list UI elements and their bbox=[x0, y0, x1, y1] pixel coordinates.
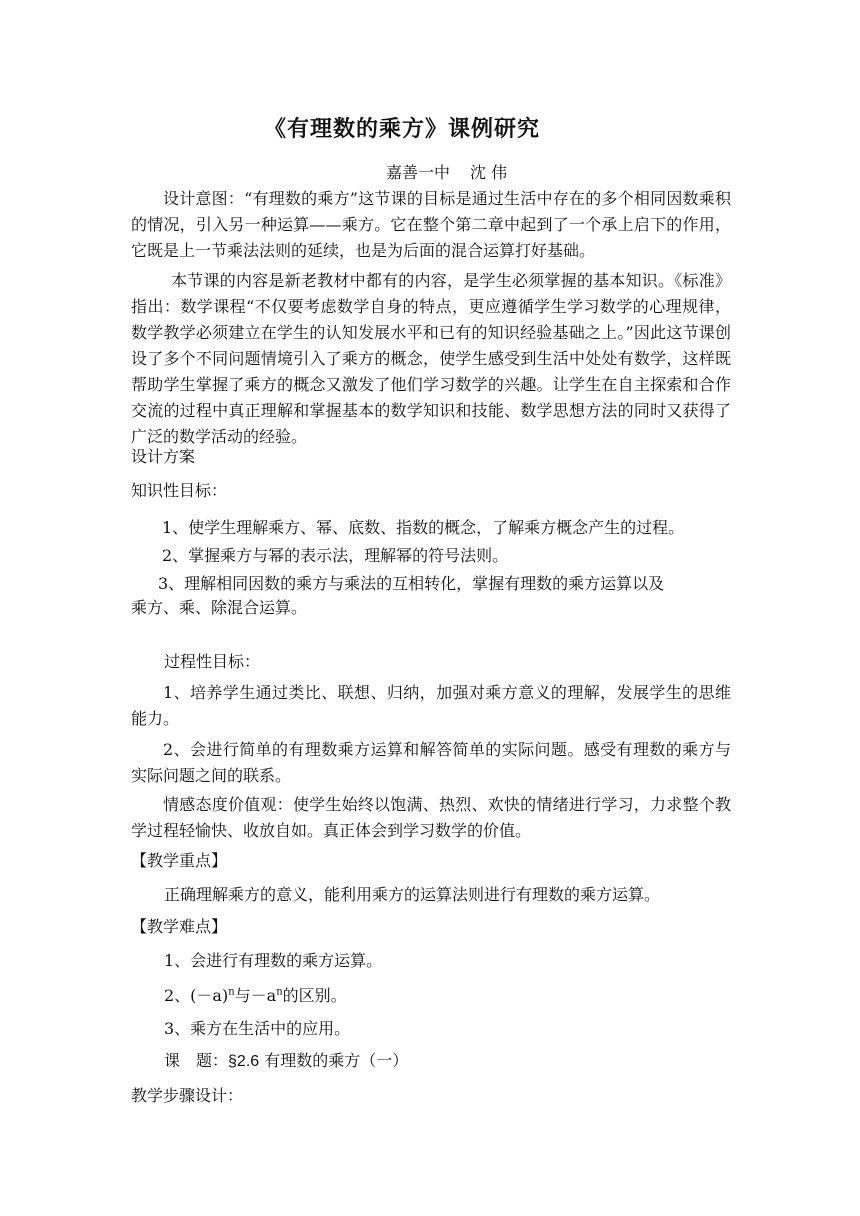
topic-section: §2.6 bbox=[228, 1053, 260, 1070]
key-point-text: 正确理解乘方的意义，能利用乘方的运算法则进行有理数的乘方运算。 bbox=[164, 885, 661, 904]
key-point-heading: 【教学重点】 bbox=[131, 851, 228, 870]
exponent-n: n bbox=[276, 986, 283, 998]
difficulty-item: 3、乘方在生活中的应用。 bbox=[164, 1019, 351, 1038]
topic-text: 有理数的乘方（一） bbox=[264, 1051, 409, 1070]
process-goals-heading: 过程性目标： bbox=[164, 652, 261, 671]
process-goal-item: 1、培养学生通过类比、联想、归纳，加强对乘方意义的理解，发展学生的思维能力。 bbox=[131, 683, 731, 728]
design-intent-paragraph: 设计意图：“有理数的乘方”这节课的目标是通过生活中存在的多个相同因数乘积的情况，引入另一种运算——乘方。它在整个第二章中起到了一个承上启下的作用，它既是上一节乘法法则的延续，也是为后面的混合运算打好基础。 bbox=[131, 189, 731, 260]
difficulty-item: 1、会进行有理数的乘方运算。 bbox=[164, 951, 383, 970]
page-title: 《有理数的乘方》课例研究 bbox=[264, 117, 541, 142]
steps-heading: 教学步骤设计： bbox=[131, 1086, 244, 1105]
difficulty-expr-prefix: 2、(－a) bbox=[164, 986, 229, 1005]
knowledge-goal-item: 2、掌握乘方与幂的表示法，理解幂的符号法则。 bbox=[162, 546, 509, 565]
difficulty-item bbox=[164, 983, 347, 1006]
difficulty-heading: 【教学难点】 bbox=[131, 917, 228, 936]
author-line bbox=[386, 160, 507, 183]
content-paragraph: 本节课的内容是新老教材中都有的内容，是学生必须掌握的基本知识。《标准》指出：数学课程“不仅要考虑数学自身的特点，更应遵循学生学习数学的心理规律，数学教学必须建立在学生的认知发展水平和已有的知识经验基础之上。”因此这节课创设了多个不同问题情境引入了乘方的概念，使学生感受到生活中处处有数学，这样既帮助学生掌握了乘方的概念又激发了他们学习数学的兴趣。让学生在自主探索和合作交流的过程中真正理解和掌握基本的数学知识和技能、数学思想方法的同时又获得了广泛的数学活动的经验。 bbox=[131, 271, 731, 446]
topic-line bbox=[164, 1048, 408, 1071]
exponent-n: n bbox=[228, 986, 235, 998]
knowledge-goal-item: 3、理解相同因数的乘方与乘法的互相转化，掌握有理数的乘方运算以及 bbox=[158, 574, 665, 593]
author-school: 嘉善一中 bbox=[386, 163, 451, 182]
knowledge-goals-heading: 知识性目标： bbox=[131, 481, 228, 500]
design-plan-heading: 设计方案 bbox=[131, 447, 196, 466]
author-name: 沈 伟 bbox=[470, 163, 508, 182]
knowledge-goal-item-cont: 乘方、乘、除混合运算。 bbox=[131, 598, 308, 617]
attitude-paragraph: 情感态度价值观：使学生始终以饱满、热烈、欢快的情绪进行学习，力求整个教学过程轻愉快、收放自如。真正体会到学习数学的价值。 bbox=[131, 795, 731, 840]
difficulty-expr-mid: 与－a bbox=[234, 986, 277, 1005]
topic-label: 课 题： bbox=[164, 1051, 229, 1070]
difficulty-expr-suffix: 的区别。 bbox=[282, 986, 347, 1005]
process-goal-item: 2、会进行简单的有理数乘方运算和解答简单的实际问题。感受有理数的乘方与实际问题之间的联系。 bbox=[131, 740, 731, 785]
knowledge-goal-item: 1、使学生理解乘方、幂、底数、指数的概念，了解乘方概念产生的过程。 bbox=[162, 518, 685, 537]
